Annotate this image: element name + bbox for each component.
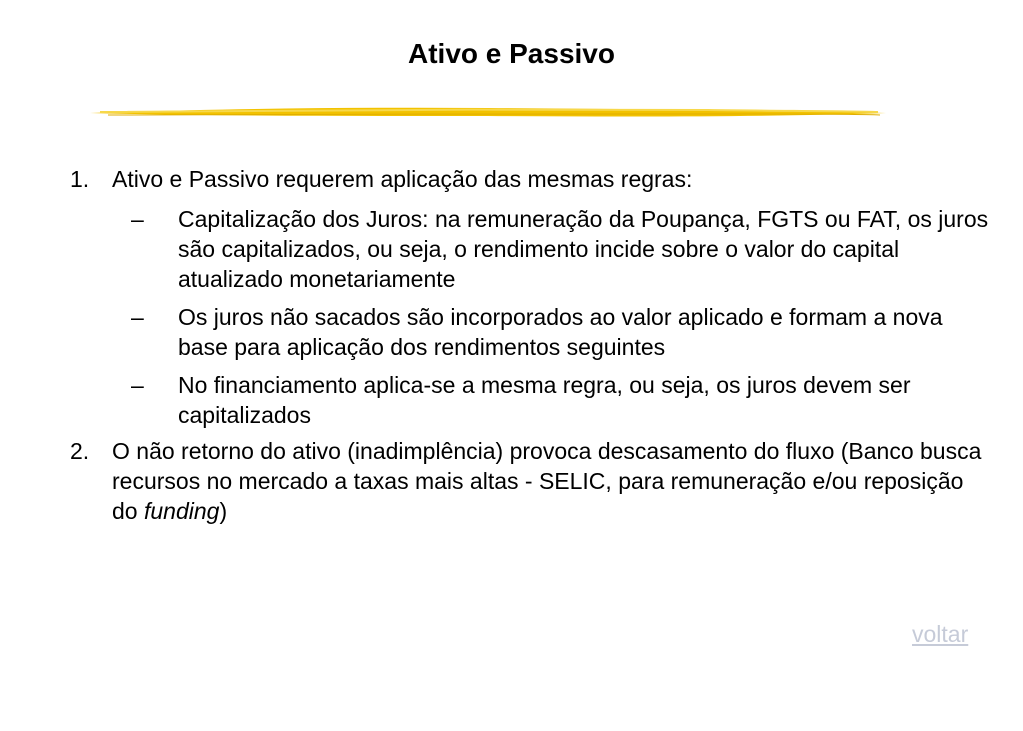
list-item-text: Ativo e Passivo requerem aplicação das mesmas regras:	[112, 166, 693, 192]
list-item-text	[112, 438, 981, 524]
slide-title: Ativo e Passivo	[408, 38, 615, 69]
back-link[interactable]: voltar	[912, 621, 969, 647]
sub-item-text: Capitalização dos Juros: na remuneração da Poupança, FGTS ou FAT, os juros são capitalizados, ou seja, o rendimento incide sobre o valor do capital atualizado monetariamente	[178, 206, 989, 292]
title-divider	[88, 100, 888, 124]
dash-bullet: –	[131, 206, 144, 232]
sub-item-3	[70, 370, 990, 430]
slide-body	[70, 164, 990, 526]
dash-bullet: –	[131, 372, 144, 398]
list-number: 1.	[70, 166, 90, 192]
list-item-text-main: O não retorno do ativo (inadimplência) provoca descasamento do fluxo (Banco busca recursos no mercado a taxas mais altas - SELIC, para remuneração e/ou reposição do	[112, 438, 982, 524]
dash-bullet: –	[131, 304, 144, 330]
sub-item-2	[70, 302, 990, 362]
list-number: 2.	[70, 438, 90, 464]
funding-term: funding	[143, 498, 220, 524]
sub-item-text: No financiamento aplica-se a mesma regra, ou seja, os juros devem ser capitalizados	[178, 372, 911, 428]
list-item-1	[70, 164, 990, 194]
sub-item-1	[70, 204, 990, 294]
list-item-2	[70, 436, 990, 526]
list-item-text-end: )	[219, 498, 228, 524]
sub-item-text: Os juros não sacados são incorporados ao valor aplicado e formam a nova base para aplicação dos rendimentos seguintes	[178, 304, 943, 360]
